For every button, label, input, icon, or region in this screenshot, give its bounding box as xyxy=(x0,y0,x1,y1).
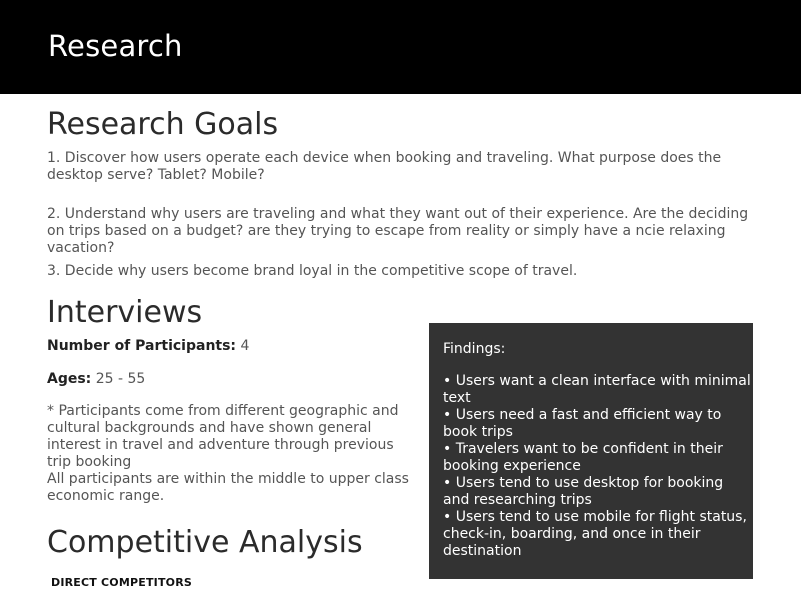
direct-competitors-label: DIRECT COMPETITORS xyxy=(51,576,193,589)
page-header xyxy=(0,0,801,94)
ages-label: Ages: xyxy=(47,371,92,387)
finding-item: • Users tend to use desktop for booking and researching trips xyxy=(443,475,724,508)
page-title: Research xyxy=(48,29,183,63)
participants-line xyxy=(47,338,417,355)
research-goals-heading: Research Goals xyxy=(47,107,279,142)
finding-item: • Users want a clean interface with minimal text xyxy=(443,373,751,406)
competitive-analysis-heading: Competitive Analysis xyxy=(47,525,363,560)
finding-item: • Users tend to use mobile for flight status, check-in, boarding, and once in their destination xyxy=(443,509,747,559)
economic-range: All participants are within the middle to upper class economic range. xyxy=(47,471,409,504)
findings-panel xyxy=(429,323,753,579)
ages-value: 25 - 55 xyxy=(95,371,146,387)
participants-value: 4 xyxy=(240,338,250,354)
findings-title: Findings: xyxy=(443,341,506,357)
ages-line xyxy=(47,371,417,388)
research-goal-1: 1. Discover how users operate each device when booking and traveling. What purpose does the desktop serve? Tablet? Mobile? xyxy=(47,150,722,183)
participants-label: Number of Participants: xyxy=(47,338,237,354)
finding-item: • Users need a fast and efficient way to book trips xyxy=(443,407,722,440)
research-goal-3: 3. Decide why users become brand loyal in the competitive scope of travel. xyxy=(47,263,578,279)
findings-list xyxy=(443,373,751,560)
finding-item: • Travelers want to be confident in their booking experience xyxy=(443,441,723,474)
participants-note: * Participants come from different geographic and cultural backgrounds and have shown general interest in travel and adventure through previous trip booking xyxy=(47,403,399,470)
interviews-heading: Interviews xyxy=(47,295,203,330)
research-goal-2: 2. Understand why users are traveling and what they want out of their experience. Are the deciding on trips based on a budget? are they trying to escape from reality or simply have a ncie relaxing vacation? xyxy=(47,206,749,256)
